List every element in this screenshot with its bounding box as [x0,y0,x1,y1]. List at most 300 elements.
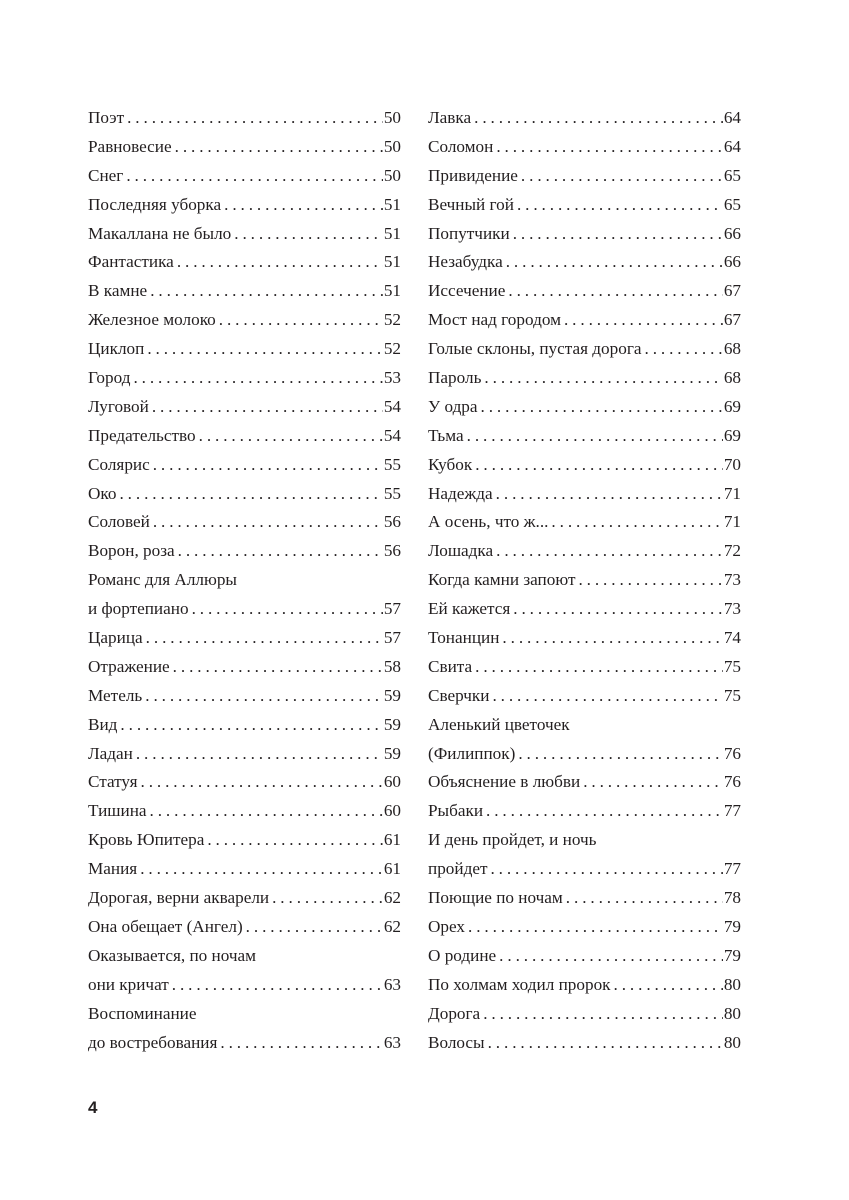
toc-entry-line [88,971,401,1000]
toc-entry [88,306,401,335]
dot-leader [127,104,383,133]
dot-leader [199,422,383,451]
dot-leader [486,797,723,826]
toc-entry-page: 59 [383,685,401,705]
toc-entry-page: 66 [723,223,741,243]
toc-entry-title: Последняя уборка [88,194,222,214]
toc-entry-title: Пароль [428,368,482,388]
toc-entry [428,451,741,480]
toc-entry [88,393,401,422]
dot-leader [475,451,723,480]
toc-entry-title: Дорога [428,1003,481,1023]
toc-entry [428,162,741,191]
dot-leader [475,653,723,682]
dot-leader [564,306,723,335]
toc-entry-page: 50 [383,136,401,156]
toc-entry-line [428,624,741,653]
toc-entry [428,826,741,884]
toc-entry-title: Поющие по ночам [428,888,563,908]
dot-leader [517,191,723,220]
toc-entry [88,162,401,191]
toc-entry-title: Око [88,483,117,503]
toc-entry [88,248,401,277]
dot-leader [150,797,383,826]
toc-entry [88,537,401,566]
toc-entry-title: Вид [88,714,118,734]
toc-entry-line [88,913,401,942]
dot-leader [496,133,722,162]
toc-entry-line [428,451,741,480]
toc-entry-line [88,826,401,855]
toc-entry-title: Лошадка [428,541,494,561]
toc-entry-line [88,191,401,220]
toc-entry [88,566,401,624]
toc-entry-title: Мания [88,859,138,879]
toc-entry-title: И день пройдет, и ночь [428,830,597,850]
toc-entry-line [88,624,401,653]
toc-entry-title: Оказывается, по ночам [88,945,257,965]
toc-entry-page: 79 [723,945,741,965]
toc-entry-title: Орех [428,916,466,936]
toc-entry [428,393,741,422]
toc-entry-line [88,711,401,740]
toc-entry [428,220,741,249]
toc-entry-line [428,248,741,277]
toc-entry-line [428,971,741,1000]
toc-entry-page: 80 [723,974,741,994]
toc-entry-page: 73 [723,599,741,619]
toc-entry-page: 65 [723,194,741,214]
toc-entry-page: 54 [383,425,401,445]
toc-entry-title: Волосы [428,1032,485,1052]
dot-leader [484,364,722,393]
dot-leader [153,508,383,537]
toc-entry [428,508,741,537]
toc-entry-title: Попутчики [428,223,510,243]
dot-leader [499,942,723,971]
toc-entry [428,682,741,711]
toc-entry-page: 57 [383,628,401,648]
toc-entry-line [428,942,741,971]
toc-entry-page: 67 [723,310,741,330]
toc-entry-title: А осень, что ж... [428,512,549,532]
dot-leader [513,595,723,624]
toc-entry-page: 73 [723,570,741,590]
toc-entry [428,248,741,277]
toc-entry [88,133,401,162]
toc-entry-page: 50 [383,165,401,185]
toc-entry-page: 77 [723,801,741,821]
toc-entry-title: Незабудка [428,252,503,272]
toc-entry-page: 51 [383,281,401,301]
toc-entry-page: 62 [383,916,401,936]
dot-leader [521,162,723,191]
toc-entry-line [88,595,401,624]
toc-entry-line [428,797,741,826]
dot-leader [147,335,382,364]
toc-entry-page: 51 [383,194,401,214]
toc-entry [88,855,401,884]
toc-entry-page: 53 [383,368,401,388]
toc-entry-line [88,884,401,913]
toc-entry-title: Соловей [88,512,150,532]
toc-entry-page: 54 [383,396,401,416]
toc-entry-title: Она обещает (Ангел) [88,916,243,936]
toc-column-left [88,104,401,1057]
toc-entry-line [428,422,741,451]
toc-entry-line [88,393,401,422]
toc-entry-page: 59 [383,743,401,763]
toc-entry-line [428,1029,741,1058]
toc-entry-title: Ей кажется [428,599,511,619]
toc-entry-page: 61 [383,859,401,879]
toc-entry-line [428,393,741,422]
toc-entry-line [428,740,741,769]
toc-entry-title: Солярис [88,454,150,474]
toc-entry-title: Ладан [88,743,133,763]
toc-entry-page: 51 [383,252,401,272]
toc-entry-page: 63 [383,974,401,994]
dot-leader [153,451,383,480]
toc-entry-line [428,537,741,566]
dot-leader [614,971,723,1000]
toc-entry-line [88,1000,401,1029]
toc-entry-line [428,1000,741,1029]
toc-entry-title: Равновесие [88,136,172,156]
toc-entry [88,682,401,711]
toc-entry-line [428,913,741,942]
toc-entry-line [88,451,401,480]
toc-entry-title: Дорогая, верни акварели [88,888,270,908]
toc-entry [428,971,741,1000]
toc-entry-line [88,768,401,797]
toc-entry-line [428,306,741,335]
toc-entry [88,480,401,509]
toc-entry-page: 75 [723,685,741,705]
toc-entry-page: 63 [383,1032,401,1052]
dot-leader [177,248,383,277]
toc-entry-page: 71 [723,512,741,532]
dot-leader [145,682,383,711]
toc-entry [88,335,401,364]
dot-leader [152,393,383,422]
toc-entry [88,1000,401,1058]
toc-entry-line [428,191,741,220]
toc-entry [428,884,741,913]
toc-entry-line [428,220,741,249]
toc-entry-title: Железное молоко [88,310,216,330]
toc-entry-title: Тонанцин [428,628,500,648]
toc-entry-line [88,133,401,162]
toc-entry [428,942,741,971]
toc-entry-line [428,855,741,884]
dot-leader [566,884,723,913]
dot-leader [136,740,383,769]
toc-entry-page: 50 [383,108,401,127]
toc-entry-page: 58 [383,656,401,676]
toc-entry-line [428,826,741,855]
toc-entry-page: 64 [723,136,741,156]
toc-entry-page: 72 [723,541,741,561]
toc-entry [428,306,741,335]
dot-leader [645,335,723,364]
toc-entry-title: Сверчки [428,685,490,705]
toc-entry-line [88,566,401,595]
toc-entry-title: Вечный гой [428,194,514,214]
toc-entry-page: 62 [383,888,401,908]
toc-entry-title: По холмам ходил пророк [428,974,611,994]
dot-leader [506,248,723,277]
dot-leader [583,768,723,797]
dot-leader [133,364,382,393]
toc-entry-line [428,653,741,682]
toc-entry-title: Лавка [428,108,472,127]
toc-entry-title: Голые склоны, пустая дорога [428,339,642,359]
dot-leader [175,133,383,162]
toc-entry [88,451,401,480]
toc-entry [88,624,401,653]
toc-entry-page: 57 [383,599,401,619]
toc-entry [88,913,401,942]
toc-entry [428,104,741,133]
dot-leader [272,884,383,913]
toc-entry-line [88,537,401,566]
toc-entry-title: Привидение [428,165,518,185]
toc-entry-line [88,220,401,249]
toc-entry-line [88,364,401,393]
dot-leader [551,508,722,537]
dot-leader [513,220,723,249]
toc-entry-title: Мост над городом [428,310,561,330]
toc-entry [88,797,401,826]
toc-entry-title: до востребования [88,1032,218,1052]
toc-entry [428,624,741,653]
dot-leader [178,537,383,566]
toc-entry-title: Соломон [428,136,494,156]
dot-leader [481,393,723,422]
toc-entry-line [428,595,741,624]
dot-leader [492,682,722,711]
toc-entry-line [428,277,741,306]
toc-entry-page: 71 [723,483,741,503]
toc-entry [428,480,741,509]
toc-entry [428,277,741,306]
toc-entry-line [428,335,741,364]
dot-leader [192,595,383,624]
dot-leader [578,566,722,595]
toc-entry-line [428,682,741,711]
toc-entry-line [428,508,741,537]
toc-entry-page: 70 [723,454,741,474]
dot-leader [172,971,383,1000]
dot-leader [220,1029,382,1058]
dot-leader [119,480,382,509]
dot-leader [502,624,722,653]
toc-entry-line [88,1029,401,1058]
toc-entry-title: Царица [88,628,143,648]
toc-entry-line [428,162,741,191]
dot-leader [474,104,723,133]
toc-entry-title: пройдет [428,859,488,879]
dot-leader [120,711,382,740]
toc-entry-page: 76 [723,772,741,792]
toc-entry-title: Иссечение [428,281,506,301]
toc-entry-page: 74 [723,628,741,648]
toc-entry-line [88,653,401,682]
toc-entry-page: 66 [723,252,741,272]
toc-entry-line [88,942,401,971]
toc-entry-title: Тьма [428,425,464,445]
toc-entry-page: 75 [723,656,741,676]
toc-entry [88,942,401,1000]
toc-entry-page: 55 [383,483,401,503]
toc-entry-title: они кричат [88,974,169,994]
toc-entry [428,1000,741,1029]
toc-entry [88,422,401,451]
dot-leader [150,277,383,306]
toc-entry [88,220,401,249]
toc-entry [88,740,401,769]
toc-entry [428,191,741,220]
toc-entry [428,797,741,826]
toc-entry-title: Аленький цветочек [428,714,570,734]
toc-entry-page: 52 [383,339,401,359]
toc-entry-title: Луговой [88,396,149,416]
toc-entry-title: Статуя [88,772,138,792]
toc-entry-line [88,422,401,451]
toc-entry [88,277,401,306]
toc-entry [88,768,401,797]
toc-entry-title: и фортепиано [88,599,189,619]
toc-entry-line [428,768,741,797]
toc-entry-line [428,711,741,740]
toc-entry-title: В камне [88,281,148,301]
toc-entry-page: 64 [723,108,741,127]
toc-entry-title: Поэт [88,108,125,127]
toc-entry-page: 51 [383,223,401,243]
dot-leader [207,826,382,855]
toc-entry-title: Надежда [428,483,493,503]
dot-leader [488,1029,723,1058]
dot-leader [508,277,722,306]
dot-leader [496,480,723,509]
toc-entry-line [88,162,401,191]
dot-leader [467,422,723,451]
toc-entry [88,191,401,220]
toc-entry-page: 59 [383,714,401,734]
toc-entry-page: 79 [723,916,741,936]
toc-entry-page: 60 [383,801,401,821]
toc-entry [428,133,741,162]
toc-entry-title: Когда камни запоют [428,570,576,590]
toc-entry-title: Ворон, роза [88,541,175,561]
toc-entry-line [88,855,401,884]
toc-entry-line [88,508,401,537]
toc-entry [428,711,741,769]
dot-leader [126,162,382,191]
toc-entry-line [88,104,401,133]
toc-entry-title: Город [88,368,131,388]
toc-entry [428,566,741,595]
toc-entry [88,826,401,855]
toc-entry [88,104,401,133]
toc-entry-title: Кровь Юпитера [88,830,205,850]
toc-entry-page: 68 [723,339,741,359]
toc-entry [88,884,401,913]
toc-entry [88,508,401,537]
toc-entry-line [88,480,401,509]
toc-entry-line [428,566,741,595]
dot-leader [468,913,723,942]
dot-leader [246,913,383,942]
toc-entry-page: 76 [723,743,741,763]
toc-entry [428,364,741,393]
dot-leader [496,537,723,566]
toc-column-right [428,104,741,1057]
toc-entry-page: 78 [723,888,741,908]
toc-entry-title: Свита [428,656,473,676]
toc-entry-page: 60 [383,772,401,792]
toc-entry [428,335,741,364]
toc-entry-title: Макаллана не было [88,223,232,243]
toc-entry-page: 56 [383,541,401,561]
toc-entry-line [428,364,741,393]
toc-entry-page: 80 [723,1032,741,1052]
toc-entry [428,653,741,682]
toc-entry-line [88,335,401,364]
toc-entry-title: Отражение [88,656,170,676]
toc-entry [428,537,741,566]
toc-entry-page: 67 [723,281,741,301]
toc-entry-title: (Филиппок) [428,743,516,763]
toc-entry-page: 56 [383,512,401,532]
toc-entry-line [428,884,741,913]
toc-entry [88,364,401,393]
toc-entry-page: 77 [723,859,741,879]
toc-entry-line [428,104,741,133]
toc-entry-title: Тишина [88,801,147,821]
dot-leader [483,1000,723,1029]
toc-entry [428,422,741,451]
dot-leader [234,220,383,249]
toc-entry-title: О родине [428,945,497,965]
toc-entry-title: Циклоп [88,339,145,359]
dot-leader [518,740,722,769]
toc-entry [428,595,741,624]
dot-leader [141,768,383,797]
dot-leader [146,624,383,653]
toc-entry [428,768,741,797]
toc-entry-line [428,480,741,509]
toc-entry [88,653,401,682]
toc-entry-page: 68 [723,368,741,388]
toc-entry-title: У одра [428,396,478,416]
toc-entry-line [88,248,401,277]
toc-entry-page: 69 [723,425,741,445]
toc-entry-line [88,682,401,711]
toc-entry-page: 61 [383,830,401,850]
toc-entry-line [88,306,401,335]
toc-entry-page: 65 [723,165,741,185]
toc-entry-title: Предательство [88,425,196,445]
toc-entry-title: Кубок [428,454,473,474]
toc-entry-line [88,797,401,826]
toc-entry-title: Воспоминание [88,1003,197,1023]
toc-entry [88,711,401,740]
toc-entry-title: Романс для Аллюры [88,570,237,590]
toc-entry-line [428,133,741,162]
dot-leader [219,306,383,335]
